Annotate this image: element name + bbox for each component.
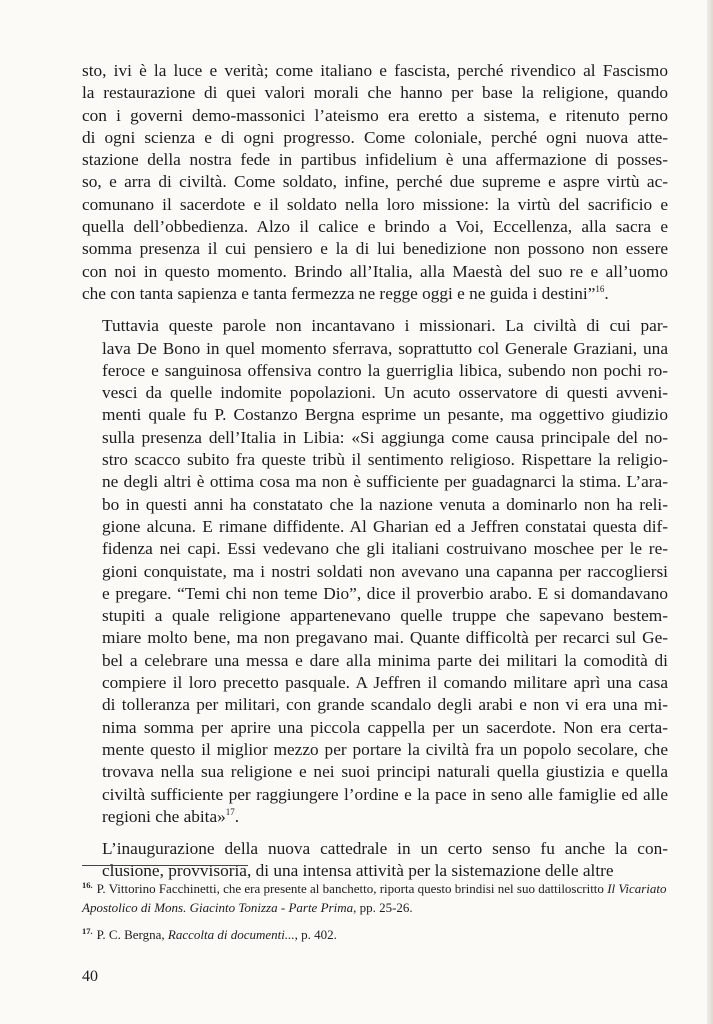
text-line: lava De Bono in quel momento sferrava, soprattutto col Generale Graziani, una	[102, 338, 668, 358]
text-line: vesci da quelle indomite popolazioni. Un acuto osservatore di questi avveni-	[102, 383, 668, 403]
text-line: bel a celebrare una messa e dare alla minima parte dei militari la comodità di	[102, 650, 668, 670]
paragraph-1	[82, 60, 668, 305]
text-line: L’inaugurazione della nuova cattedrale in un certo senso fu anche la con-	[102, 839, 668, 859]
footnote-separator	[82, 865, 248, 866]
body-text	[82, 60, 668, 883]
footnote-title: Raccolta di documenti...	[167, 927, 295, 942]
text-line: regioni che abita»$^{17}$.	[102, 806, 240, 826]
text-line: con i governi demo-massonici l’ateismo era eretto a sistema, e ritenuto perno	[82, 105, 668, 125]
text-line: somma presenza il cui pensiero e la di lui benedizione non possono non essere	[82, 239, 668, 259]
text-line: quella dell’obbedienza. Alzo il calice e brindo a Voi, Eccellenza, alla sacra e	[82, 217, 668, 237]
text-line: stazione della nostra fede in partibus infidelium è una affermazione di posses-	[82, 150, 668, 170]
footnote-reference: 17	[225, 807, 235, 818]
footnote-16	[82, 879, 668, 917]
footnote-title: Il Vicariato Apostolico di Mons. Giacinto Tonizza - Parte Prima	[82, 881, 667, 915]
text-line: trovava nella sua religione e nei suoi principi naturali quella giustizia e quella	[102, 762, 668, 782]
text-line: la restaurazione di quei valori morali che hanno per base la religione, quando	[82, 83, 668, 103]
text-line: di tolleranza per militari, con grande scandalo degli arabi e non vi era una mi-	[102, 695, 668, 715]
text-line: gione alcuna. E rimane diffidente. Al Gharian ed a Jeffren constatai questa dif-	[102, 516, 668, 536]
text-line: nima somma per aprire una piccola cappella per un sacerdote. Non era certa-	[102, 717, 668, 737]
text-line: feroce e sanguinosa offensiva contro la guerriglia libica, subendo non pochi ro-	[102, 360, 668, 380]
line-tail: .	[604, 283, 609, 303]
text-line: so, e arra di civiltà. Come soldato, infine, perché due supreme e aspre virtù ac-	[82, 172, 668, 192]
text-line: clusione, provvisoria, di una intensa attività per la sistemazione delle altre	[102, 861, 614, 881]
text-line: fidenza nei capi. Essi vedevano che gli italiani costruivano moschee per le re-	[102, 539, 668, 559]
text-line: ne degli altri è ottima cosa ma non è sufficiente per guadagnarci la stima. L’ara-	[102, 472, 668, 492]
text-line: Tuttavia queste parole non incantavano i missionari. La civiltà di cui par-	[102, 316, 668, 336]
text-line: e pregare. “Temi chi non teme Dio”, dice il proverbio arabo. E si domandavano	[102, 583, 668, 603]
text-line: comunano il sacerdote e il soldato nella loro missione: la virtù del sacrificio e	[82, 194, 668, 214]
paragraph-3	[82, 838, 668, 883]
text-line: bo in questi anni ha constatato che la nazione venuta a dominarlo non ha reli-	[102, 494, 668, 514]
text-line: che con tanta sapienza e tanta fermezza ne regge oggi e ne guida i destini”$^{16}$.	[82, 283, 609, 303]
text-line: sulla presenza dell’Italia in Libia: «Si aggiunga come causa principale del no-	[102, 427, 668, 447]
line-tail: .	[234, 806, 240, 826]
page-number: 40	[82, 968, 98, 985]
text-line: stupiti a quale religione appartenevano quelle truppe che sapevano bestem-	[102, 606, 668, 626]
footnotes	[82, 879, 668, 952]
text-line: miare molto bene, ma non pregavano mai. Quante difficoltà per recarci sul Ge-	[102, 628, 668, 648]
text-line: con noi in questo momento. Brindo all’Italia, alla Maestà del suo re e all’uomo	[82, 261, 668, 281]
text-line: stro scacco subito fra queste tribù il sentimento religioso. Rispettare la religio-	[102, 450, 668, 470]
text-line: menti quale fu P. Costanzo Bergna esprime un pesante, ma oggettivo giudizio	[102, 405, 668, 425]
text-line: civiltà sufficiente per raggiungere l’ordine e la pace in seno alle famiglie ed alle	[102, 784, 668, 804]
text-line: di ogni scienza e di ogni progresso. Come coloniale, perché ogni nuova atte-	[82, 127, 668, 147]
footnote-pages: , pp. 25-26.	[353, 900, 413, 915]
text-line: compiere il loro precetto pasquale. A Jeffren il comando militare aprì una casa	[102, 673, 668, 693]
page-edge-shadow	[707, 0, 713, 1024]
text-line: mente questo il miglior mezzo per portare la civiltà fra un popolo secolare, che	[102, 739, 668, 759]
text-line: sto, ivi è la luce e verità; come italiano e fascista, perché rivendico al Fascismo	[82, 61, 668, 80]
footnote-pages: , p. 402.	[294, 927, 337, 942]
footnote-text: P. C. Bergna,	[96, 927, 168, 942]
footnote-17	[82, 925, 668, 944]
footnote-number: 16.	[82, 879, 93, 890]
paragraph-2	[82, 315, 668, 828]
footnote-reference: 16	[595, 284, 605, 295]
text-line: gioni conquistate, ma i nostri soldati non avevano una capanna per raccogliersi	[102, 561, 668, 581]
footnote-number: 17.	[82, 925, 93, 936]
footnote-text: P. Vittorino Facchinetti, che era presente al banchetto, riporta questo brindisi nel suo dattiloscritto	[96, 881, 608, 896]
